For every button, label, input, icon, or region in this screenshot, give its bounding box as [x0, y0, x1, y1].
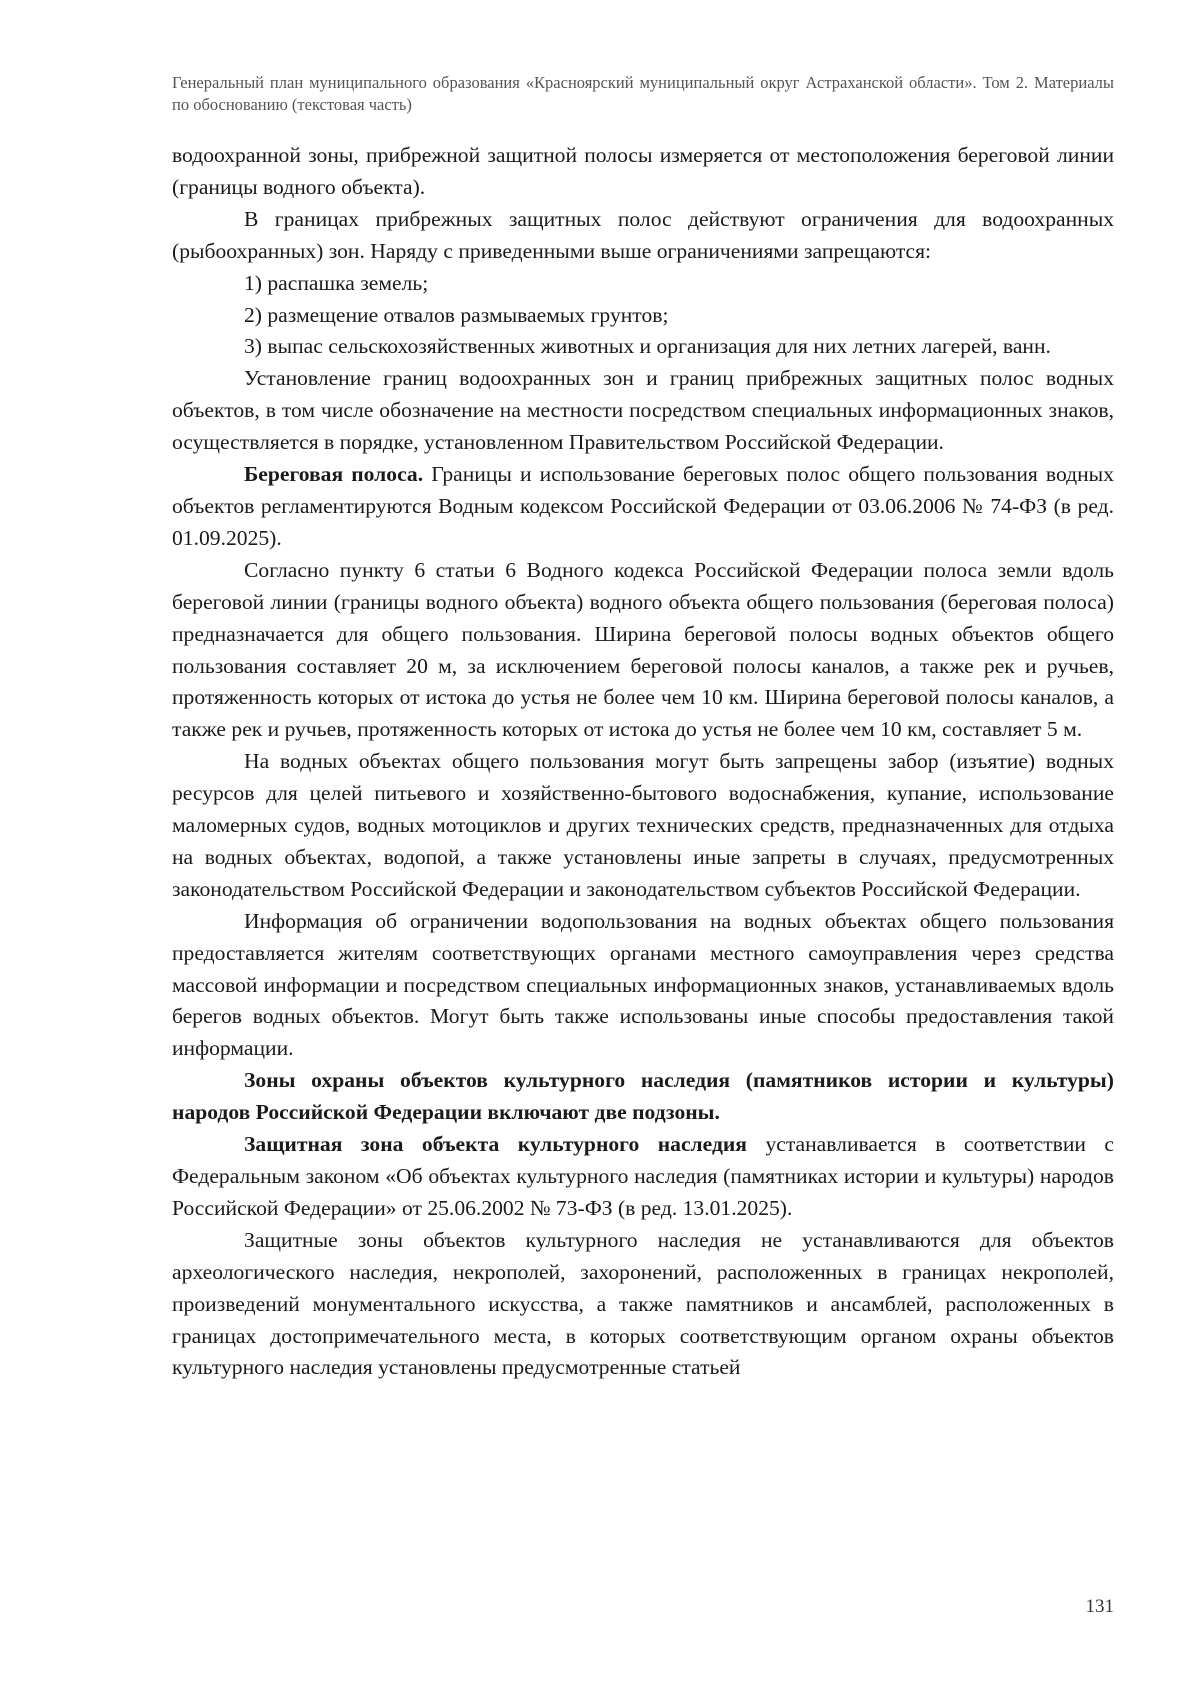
shore-strip-text: Границы и использование береговых полос общего пользования водных объектов регламентируются Водным кодексом Российской Федерации от 03.06.2006 № 74-ФЗ (в ред. 01.09.2025). [172, 462, 1114, 550]
paragraph-water-use-prohibitions: На водных объектах общего пользования могут быть запрещены забор (изъятие) водных ресурсов для целей питьевого и хозяйственно-бытового водоснабжения, купание, использование маломерных судов, водных мотоциклов и других технических средств, предназначенных для отдыха на водных объектах, водопой, а также установлены иные запреты в случаях, предусмотренных законодательством Российской Федерации и законодательством субъектов Российской Федерации. [172, 749, 1114, 901]
list-item: 1) распашка земель; [244, 270, 429, 295]
list-item: 2) размещение отвалов размываемых грунтов; [244, 302, 669, 327]
paragraph-shore-strip [172, 459, 1114, 555]
list-item: 3) выпас сельскохозяйственных животных и организация для них летних лагерей, ванн. [244, 334, 1051, 359]
paragraph-heritage-zones [172, 1065, 1114, 1129]
paragraph-protective-zone-exceptions: Защитные зоны объектов культурного наследия не устанавливаются для объектов археологического наследия, некрополей, захоронений, расположенных в границах некрополей, произведений монументального искусства, а также памятников и ансамблей, расположенных в границах достопримечательного места, в которых соответствующим органом охраны объектов культурного наследия установлены предусмотренные статьей [172, 1227, 1114, 1380]
document-body [172, 140, 1114, 1384]
paragraph-water-code-article: Согласно пункту 6 статьи 6 Водного кодекса Российской Федерации полоса земли вдоль береговой линии (границы водного объекта) водного объекта общего пользования (береговая полоса) предназначается для общего пользования. Ширина береговой полосы водных объектов общего пользования составляет 20 м, за исключением береговой полосы каналов, а также рек и ручьев, протяженность которых от истока до устья не более чем 10 км. Ширина береговой полосы каналов, а также рек и ручьев, протяженность которых от истока до устья не более чем 10 км, составляет 5 м. [172, 557, 1114, 742]
paragraph-water-use-information: Информация об ограничении водопользования на водных объектах общего пользования предоставляется жителям соответствующих органами местного самоуправления через средства массовой информации и посредством специальных информационных знаков, устанавливаемых вдоль берегов водных объектов. Могут быть также использованы иные способы предоставления такой информации. [172, 908, 1114, 1061]
protective-zone-heading: Защитная зона объекта культурного наследия [244, 1132, 747, 1157]
paragraph-continuation: водоохранной зоны, прибрежной защитной полосы измеряется от местоположения береговой линии (границы водного объекта). [172, 143, 1114, 199]
paragraph-coastal-strip-restrictions: В границах прибрежных защитных полос действуют ограничения для водоохранных (рыбоохранных) зон. Наряду с приведенными выше ограничениями запрещаются: [172, 206, 1114, 263]
protective-zone-text: устанавливается в соответствии с Федеральным законом «Об объектах культурного наследия (памятниках истории и культуры) народов Российской Федерации» от 25.06.2002 № 73-ФЗ (в ред. 13.01.2025). [172, 1132, 1114, 1220]
paragraph-boundary-establishment: Установление границ водоохранных зон и границ прибрежных защитных полос водных объектов, в том числе обозначение на местности посредством специальных информационных знаков, осуществляется в порядке, установленном Правительством Российской Федерации. [172, 366, 1114, 455]
page-header: Генеральный план муниципального образования «Красноярский муниципальный округ Астраханской области». Том 2. Материалы по обоснованию (текстовая часть) [172, 73, 1114, 114]
shore-strip-heading: Береговая полоса. [244, 462, 424, 487]
page-number: 131 [1085, 1596, 1114, 1617]
paragraph-protective-zone [172, 1129, 1114, 1225]
heritage-zones-heading: Зоны охраны объектов культурного наследия (памятников истории и культуры) народов Российской Федерации включают две подзоны. [172, 1068, 1114, 1125]
